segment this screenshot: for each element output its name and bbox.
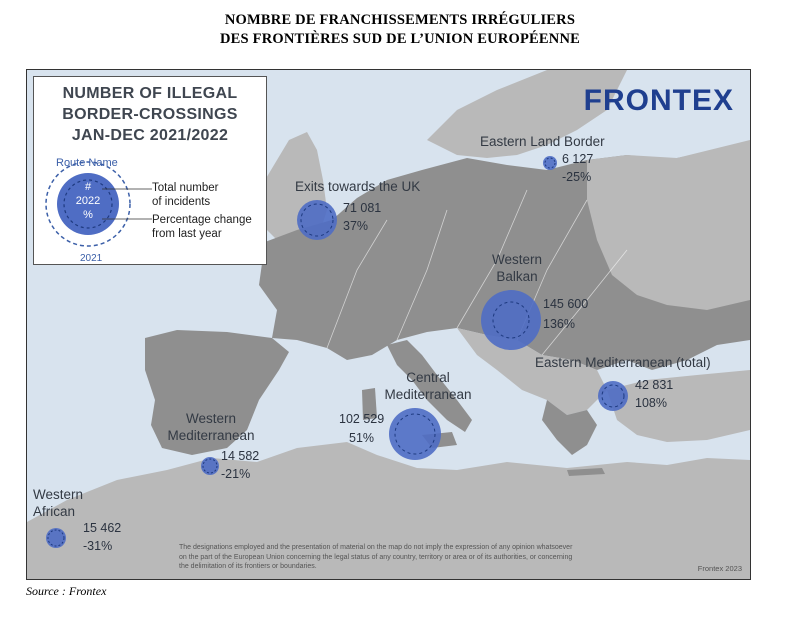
legend-prev-year: 2021 bbox=[80, 253, 103, 264]
route-change-exits-uk: 37% bbox=[343, 219, 369, 233]
route-name-western-balkan bbox=[477, 251, 557, 285]
frontex-logo: FRONTEX bbox=[583, 84, 734, 117]
route-name-western-mediterranean-line-1: Western bbox=[185, 411, 237, 426]
route-total-western-african: 15 462 bbox=[83, 521, 122, 535]
route-change-western-balkan: 136% bbox=[543, 317, 575, 331]
map-figure bbox=[26, 69, 751, 580]
legend-title-line-3: JAN-DEC 2021/2022 bbox=[71, 127, 229, 144]
legend-title-line-2: BORDER-CROSSINGS bbox=[62, 106, 238, 123]
bubble-western-balkan bbox=[481, 290, 541, 350]
map-disclaimer bbox=[179, 543, 659, 572]
bubble-western-mediterranean bbox=[201, 457, 219, 475]
document-title-line-1: NOMBRE DE FRANCHISSEMENTS IRRÉGULIERS bbox=[224, 12, 576, 28]
route-name-central-mediterranean-line-2: Mediterranean bbox=[384, 387, 472, 402]
legend-symbol-pct: % bbox=[83, 209, 93, 221]
route-name-central-mediterranean bbox=[373, 369, 483, 403]
legend-title-line-1: NUMBER OF ILLEGAL bbox=[62, 85, 238, 102]
route-name-western-mediterranean-line-2: Mediterranean bbox=[167, 428, 255, 443]
bubble-central-mediterranean bbox=[389, 408, 441, 460]
bubble-western-african bbox=[46, 528, 66, 548]
legend-symbol-hash: # bbox=[84, 181, 92, 193]
bubble-eastern-land-border bbox=[543, 156, 557, 170]
legend-desc-total-line-1: Total number bbox=[152, 182, 219, 194]
route-change-eastern-land-border: -25% bbox=[562, 170, 592, 184]
route-total-eastern-land-border: 6 127 bbox=[562, 152, 594, 166]
route-name-western-african-line-2: African bbox=[33, 504, 76, 519]
legend-desc-pct-line-2: from last year bbox=[152, 228, 222, 240]
map-credit: Frontex 2023 bbox=[697, 564, 742, 573]
route-name-central-mediterranean-line-1: Central bbox=[406, 370, 450, 385]
route-name-exits-uk: Exits towards the UK bbox=[295, 179, 421, 194]
route-change-western-mediterranean: -21% bbox=[221, 467, 251, 481]
route-name-western-balkan-line-2: Balkan bbox=[496, 269, 538, 284]
map-disclaimer-line-2: on the part of the European Union concerning the legal status of any country, territory or area or of its authorities, or concerning bbox=[179, 553, 573, 561]
bubble-eastern-mediterranean bbox=[598, 381, 628, 411]
route-bubbles bbox=[27, 70, 750, 579]
route-change-central-mediterranean: 51% bbox=[349, 431, 375, 445]
route-total-eastern-mediterranean: 42 831 bbox=[635, 378, 674, 392]
legend-desc-total-line-2: of incidents bbox=[152, 196, 211, 208]
route-name-western-african-line-1: Western bbox=[33, 487, 84, 502]
route-total-western-balkan: 145 600 bbox=[543, 297, 589, 311]
route-name-western-balkan-line-1: Western bbox=[491, 252, 543, 267]
bubble-exits-uk bbox=[297, 200, 337, 240]
route-change-western-african: -31% bbox=[83, 539, 113, 553]
route-name-eastern-land-border: Eastern Land Border bbox=[480, 134, 605, 149]
map-disclaimer-line-3: the delimitation of its frontiers or boundaries. bbox=[179, 563, 317, 570]
route-name-western-mediterranean bbox=[161, 410, 261, 444]
map-disclaimer-line-1: The designations employed and the presentation of material on the map do not imply the expression of any opinion whatsoever bbox=[179, 544, 573, 551]
legend-desc-pct-line-1: Percentage change bbox=[152, 214, 252, 226]
document-title-line-2: DES FRONTIÈRES SUD DE L’UNION EUROPÉENNE bbox=[220, 31, 580, 47]
route-total-western-mediterranean: 14 582 bbox=[221, 449, 260, 463]
legend-route-name: Route Name bbox=[56, 157, 118, 169]
route-total-central-mediterranean: 102 529 bbox=[339, 412, 385, 426]
source-note: Source : Frontex bbox=[26, 584, 107, 598]
route-name-eastern-mediterranean: Eastern Mediterranean (total) bbox=[535, 355, 711, 370]
route-total-exits-uk: 71 081 bbox=[343, 201, 382, 215]
route-name-western-african bbox=[33, 486, 83, 520]
legend-symbol-year: 2022 bbox=[75, 195, 101, 207]
route-change-eastern-mediterranean: 108% bbox=[635, 396, 667, 410]
